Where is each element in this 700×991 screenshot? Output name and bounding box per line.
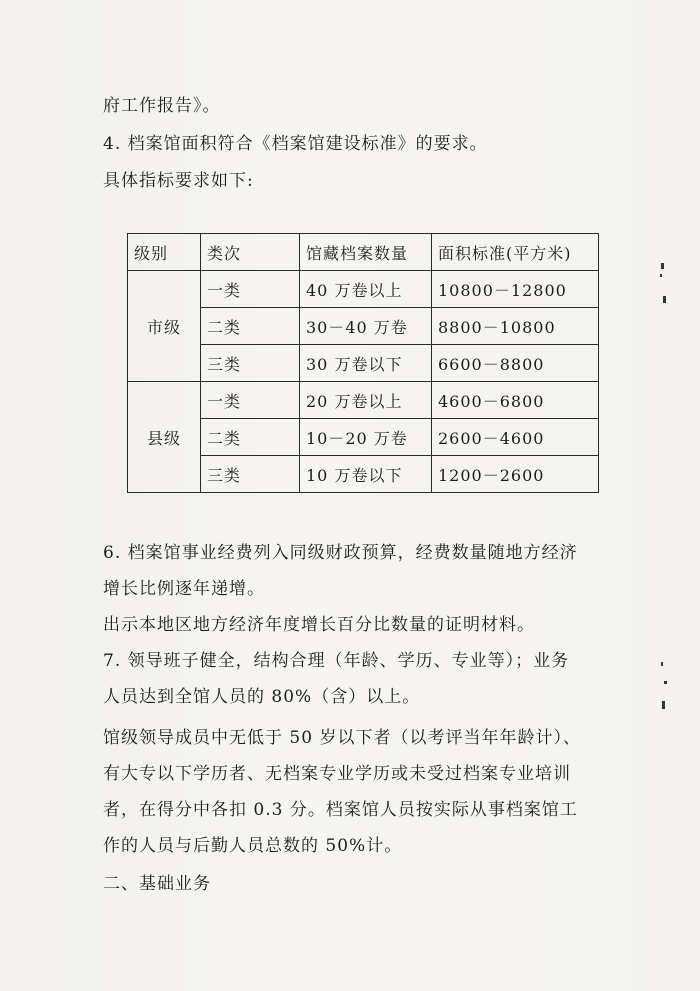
- table-row: [128, 271, 599, 308]
- area-cell: 8800－10800: [432, 308, 599, 345]
- text-line: 出示本地区地方经济年度增长百分比数量的证明材料。: [103, 615, 535, 635]
- class-cell: 三类: [201, 456, 300, 493]
- text-line: 具体指标要求如下:: [103, 171, 254, 191]
- area-cell: 2600－4600: [432, 419, 599, 456]
- table-header-row: [128, 234, 599, 271]
- scan-speck: [664, 681, 667, 684]
- quantity-cell: 10 万卷以下: [300, 456, 432, 493]
- header-level: 级别: [128, 234, 201, 271]
- text-line: 者，在得分中各扣 0.3 分。档案馆人员按实际从事档案馆工: [103, 800, 578, 820]
- text-line: 馆级领导成员中无低于 50 岁以下者（以考评当年年龄计）、: [103, 728, 581, 748]
- text-line: 有大专以下学历者、无档案专业学历或未受过档案专业培训: [103, 764, 571, 784]
- quantity-cell: 40 万卷以上: [300, 271, 432, 308]
- scan-speck: [663, 296, 666, 303]
- text-line: 人员达到全馆人员的 80%（含）以上。: [103, 687, 421, 707]
- class-cell: 二类: [201, 308, 300, 345]
- area-cell: 10800－12800: [432, 271, 599, 308]
- scan-speck: [660, 274, 662, 277]
- text-line: 府工作报告》。: [103, 96, 221, 116]
- text-line: 增长比例逐年递增。: [103, 579, 265, 599]
- text-line: 二、基础业务: [103, 874, 211, 894]
- text-line: 7. 领导班子健全，结构合理（年龄、学历、专业等）；业务: [103, 651, 570, 671]
- quantity-cell: 30－40 万卷: [300, 308, 432, 345]
- text-line: 作的人员与后勤人员总数的 50%计。: [103, 836, 403, 856]
- area-cell: 1200－2600: [432, 456, 599, 493]
- class-cell: 一类: [201, 271, 300, 308]
- quantity-cell: 20 万卷以上: [300, 382, 432, 419]
- header-area: 面积标准(平方米): [432, 234, 599, 271]
- class-cell: 二类: [201, 419, 300, 456]
- area-standard-table: [127, 233, 599, 493]
- area-cell: 6600－8800: [432, 345, 599, 382]
- quantity-cell: 10－20 万卷: [300, 419, 432, 456]
- group-level-cell: 市级: [128, 271, 201, 382]
- header-class: 类次: [201, 234, 300, 271]
- text-line: 6. 档案馆事业经费列入同级财政预算，经费数量随地方经济: [103, 543, 578, 563]
- text-line: 4. 档案馆面积符合《档案馆建设标准》的要求。: [103, 134, 488, 154]
- quantity-cell: 30 万卷以下: [300, 345, 432, 382]
- class-cell: 三类: [201, 345, 300, 382]
- group-level-cell: 县级: [128, 382, 201, 493]
- header-quantity: 馆藏档案数量: [300, 234, 432, 271]
- area-cell: 4600－6800: [432, 382, 599, 419]
- scan-speck: [662, 701, 665, 709]
- scan-speck: [661, 263, 664, 269]
- scan-speck: [661, 662, 663, 666]
- table-row: [128, 382, 599, 419]
- class-cell: 一类: [201, 382, 300, 419]
